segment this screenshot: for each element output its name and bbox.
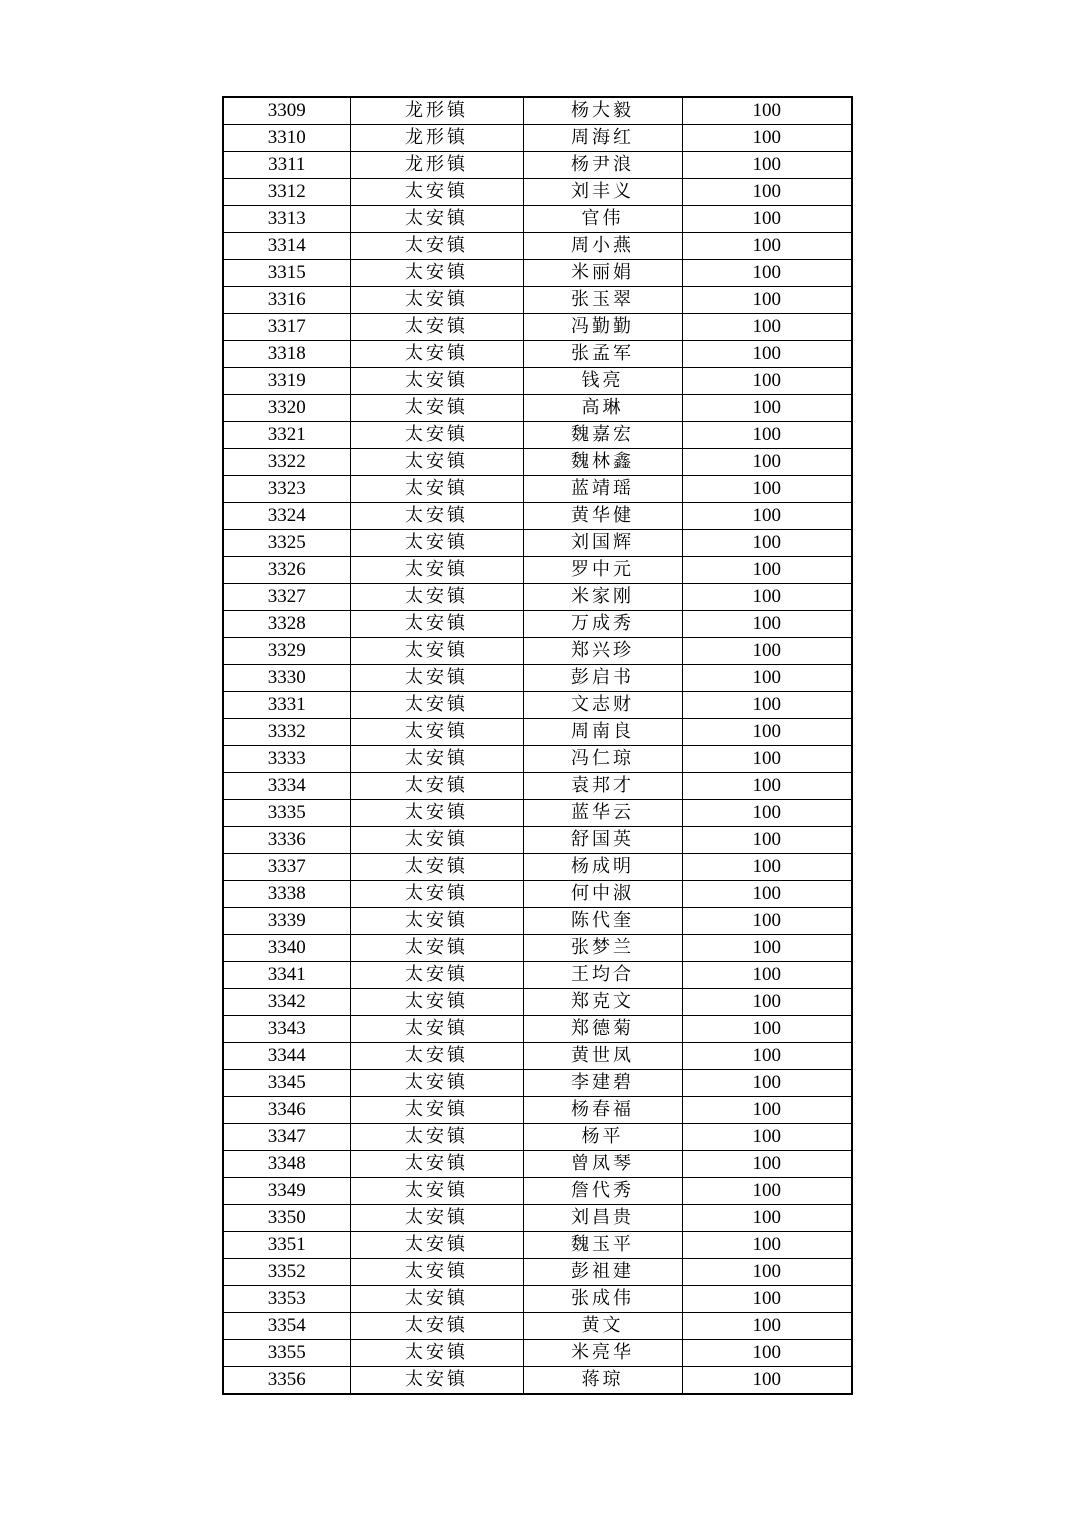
- serial-number-cell: 3355: [223, 1340, 350, 1367]
- table-row: [223, 368, 852, 395]
- person-name-cell: 詹代秀: [523, 1178, 682, 1205]
- person-name-cell: 罗中元: [523, 557, 682, 584]
- person-name-cell: 杨平: [523, 1124, 682, 1151]
- table-row: [223, 422, 852, 449]
- table-row: [223, 233, 852, 260]
- person-name-cell: 张孟军: [523, 341, 682, 368]
- amount-cell: 100: [682, 1232, 852, 1259]
- serial-number-cell: 3309: [223, 97, 350, 125]
- serial-number-cell: 3313: [223, 206, 350, 233]
- amount-cell: 100: [682, 179, 852, 206]
- town-cell: 太安镇: [350, 1340, 523, 1367]
- serial-number-cell: 3323: [223, 476, 350, 503]
- serial-number-cell: 3318: [223, 341, 350, 368]
- person-name-cell: 何中淑: [523, 881, 682, 908]
- person-name-cell: 周南良: [523, 719, 682, 746]
- town-cell: 太安镇: [350, 611, 523, 638]
- amount-cell: 100: [682, 1340, 852, 1367]
- town-cell: 太安镇: [350, 530, 523, 557]
- amount-cell: 100: [682, 746, 852, 773]
- town-cell: 太安镇: [350, 584, 523, 611]
- table-row: [223, 125, 852, 152]
- amount-cell: 100: [682, 989, 852, 1016]
- table-row: [223, 1259, 852, 1286]
- serial-number-cell: 3331: [223, 692, 350, 719]
- person-name-cell: 冯勤勤: [523, 314, 682, 341]
- serial-number-cell: 3310: [223, 125, 350, 152]
- town-cell: 太安镇: [350, 1070, 523, 1097]
- table-row: [223, 773, 852, 800]
- amount-cell: 100: [682, 557, 852, 584]
- person-name-cell: 米亮华: [523, 1340, 682, 1367]
- serial-number-cell: 3328: [223, 611, 350, 638]
- town-cell: 太安镇: [350, 935, 523, 962]
- table-row: [223, 719, 852, 746]
- town-cell: 太安镇: [350, 395, 523, 422]
- town-cell: 太安镇: [350, 1043, 523, 1070]
- table-row: [223, 854, 852, 881]
- table-row: [223, 746, 852, 773]
- person-name-cell: 杨大毅: [523, 97, 682, 125]
- town-cell: 太安镇: [350, 287, 523, 314]
- town-cell: 太安镇: [350, 1232, 523, 1259]
- person-name-cell: 蓝华云: [523, 800, 682, 827]
- table-row: [223, 881, 852, 908]
- town-cell: 太安镇: [350, 665, 523, 692]
- amount-cell: 100: [682, 1367, 852, 1395]
- person-name-cell: 舒国英: [523, 827, 682, 854]
- amount-cell: 100: [682, 125, 852, 152]
- town-cell: 太安镇: [350, 746, 523, 773]
- person-name-cell: 杨春福: [523, 1097, 682, 1124]
- table-row: [223, 1367, 852, 1395]
- serial-number-cell: 3330: [223, 665, 350, 692]
- table-row: [223, 260, 852, 287]
- amount-cell: 100: [682, 233, 852, 260]
- person-name-cell: 张成伟: [523, 1286, 682, 1313]
- amount-cell: 100: [682, 368, 852, 395]
- person-name-cell: 郑德菊: [523, 1016, 682, 1043]
- table-row: [223, 1124, 852, 1151]
- table-row: [223, 152, 852, 179]
- serial-number-cell: 3325: [223, 530, 350, 557]
- person-name-cell: 米丽娟: [523, 260, 682, 287]
- person-name-cell: 高琳: [523, 395, 682, 422]
- serial-number-cell: 3326: [223, 557, 350, 584]
- table-row: [223, 395, 852, 422]
- person-name-cell: 郑克文: [523, 989, 682, 1016]
- amount-cell: 100: [682, 449, 852, 476]
- serial-number-cell: 3337: [223, 854, 350, 881]
- town-cell: 太安镇: [350, 260, 523, 287]
- town-cell: 太安镇: [350, 557, 523, 584]
- town-cell: 太安镇: [350, 908, 523, 935]
- table-row: [223, 503, 852, 530]
- person-name-cell: 张玉翠: [523, 287, 682, 314]
- serial-number-cell: 3314: [223, 233, 350, 260]
- amount-cell: 100: [682, 692, 852, 719]
- amount-cell: 100: [682, 97, 852, 125]
- town-cell: 太安镇: [350, 233, 523, 260]
- town-cell: 太安镇: [350, 503, 523, 530]
- serial-number-cell: 3333: [223, 746, 350, 773]
- table-row: [223, 665, 852, 692]
- table-row: [223, 800, 852, 827]
- table-row: [223, 962, 852, 989]
- person-name-cell: 魏玉平: [523, 1232, 682, 1259]
- amount-cell: 100: [682, 395, 852, 422]
- person-name-cell: 蒋琼: [523, 1367, 682, 1395]
- town-cell: 太安镇: [350, 719, 523, 746]
- town-cell: 太安镇: [350, 476, 523, 503]
- person-name-cell: 刘昌贵: [523, 1205, 682, 1232]
- amount-cell: 100: [682, 287, 852, 314]
- serial-number-cell: 3340: [223, 935, 350, 962]
- town-cell: 太安镇: [350, 827, 523, 854]
- town-cell: 太安镇: [350, 314, 523, 341]
- person-name-cell: 黄世凤: [523, 1043, 682, 1070]
- table-row: [223, 1286, 852, 1313]
- table-row: [223, 1151, 852, 1178]
- roster-table-body: [223, 97, 852, 1394]
- amount-cell: 100: [682, 719, 852, 746]
- serial-number-cell: 3349: [223, 1178, 350, 1205]
- table-row: [223, 476, 852, 503]
- person-name-cell: 官伟: [523, 206, 682, 233]
- town-cell: 太安镇: [350, 341, 523, 368]
- table-row: [223, 1016, 852, 1043]
- amount-cell: 100: [682, 1016, 852, 1043]
- serial-number-cell: 3335: [223, 800, 350, 827]
- town-cell: 太安镇: [350, 1016, 523, 1043]
- serial-number-cell: 3348: [223, 1151, 350, 1178]
- town-cell: 太安镇: [350, 1178, 523, 1205]
- town-cell: 太安镇: [350, 1205, 523, 1232]
- town-cell: 太安镇: [350, 962, 523, 989]
- person-name-cell: 魏林鑫: [523, 449, 682, 476]
- table-row: [223, 638, 852, 665]
- person-name-cell: 魏嘉宏: [523, 422, 682, 449]
- town-cell: 太安镇: [350, 854, 523, 881]
- person-name-cell: 冯仁琼: [523, 746, 682, 773]
- amount-cell: 100: [682, 1205, 852, 1232]
- amount-cell: 100: [682, 503, 852, 530]
- town-cell: 太安镇: [350, 1097, 523, 1124]
- roster-table: [222, 96, 853, 1395]
- town-cell: 龙形镇: [350, 152, 523, 179]
- amount-cell: 100: [682, 314, 852, 341]
- serial-number-cell: 3322: [223, 449, 350, 476]
- serial-number-cell: 3339: [223, 908, 350, 935]
- person-name-cell: 张梦兰: [523, 935, 682, 962]
- table-row: [223, 449, 852, 476]
- table-row: [223, 557, 852, 584]
- serial-number-cell: 3356: [223, 1367, 350, 1395]
- person-name-cell: 黄文: [523, 1313, 682, 1340]
- amount-cell: 100: [682, 1259, 852, 1286]
- amount-cell: 100: [682, 665, 852, 692]
- amount-cell: 100: [682, 1313, 852, 1340]
- amount-cell: 100: [682, 1124, 852, 1151]
- serial-number-cell: 3324: [223, 503, 350, 530]
- serial-number-cell: 3319: [223, 368, 350, 395]
- amount-cell: 100: [682, 260, 852, 287]
- town-cell: 龙形镇: [350, 97, 523, 125]
- town-cell: 太安镇: [350, 368, 523, 395]
- table-row: [223, 1097, 852, 1124]
- person-name-cell: 钱亮: [523, 368, 682, 395]
- person-name-cell: 郑兴珍: [523, 638, 682, 665]
- amount-cell: 100: [682, 476, 852, 503]
- amount-cell: 100: [682, 827, 852, 854]
- amount-cell: 100: [682, 1097, 852, 1124]
- town-cell: 太安镇: [350, 1367, 523, 1395]
- table-row: [223, 584, 852, 611]
- serial-number-cell: 3311: [223, 152, 350, 179]
- serial-number-cell: 3342: [223, 989, 350, 1016]
- town-cell: 太安镇: [350, 179, 523, 206]
- amount-cell: 100: [682, 935, 852, 962]
- table-row: [223, 989, 852, 1016]
- table-row: [223, 1178, 852, 1205]
- town-cell: 太安镇: [350, 1151, 523, 1178]
- table-row: [223, 1205, 852, 1232]
- amount-cell: 100: [682, 908, 852, 935]
- table-row: [223, 692, 852, 719]
- person-name-cell: 彭启书: [523, 665, 682, 692]
- serial-number-cell: 3347: [223, 1124, 350, 1151]
- town-cell: 太安镇: [350, 1124, 523, 1151]
- table-row: [223, 1340, 852, 1367]
- person-name-cell: 刘国辉: [523, 530, 682, 557]
- town-cell: 太安镇: [350, 989, 523, 1016]
- serial-number-cell: 3321: [223, 422, 350, 449]
- amount-cell: 100: [682, 962, 852, 989]
- amount-cell: 100: [682, 206, 852, 233]
- amount-cell: 100: [682, 341, 852, 368]
- town-cell: 太安镇: [350, 638, 523, 665]
- amount-cell: 100: [682, 1151, 852, 1178]
- person-name-cell: 陈代奎: [523, 908, 682, 935]
- amount-cell: 100: [682, 881, 852, 908]
- serial-number-cell: 3341: [223, 962, 350, 989]
- serial-number-cell: 3320: [223, 395, 350, 422]
- town-cell: 太安镇: [350, 692, 523, 719]
- table-row: [223, 1232, 852, 1259]
- serial-number-cell: 3332: [223, 719, 350, 746]
- person-name-cell: 周小燕: [523, 233, 682, 260]
- person-name-cell: 刘丰义: [523, 179, 682, 206]
- amount-cell: 100: [682, 152, 852, 179]
- town-cell: 太安镇: [350, 773, 523, 800]
- serial-number-cell: 3334: [223, 773, 350, 800]
- serial-number-cell: 3352: [223, 1259, 350, 1286]
- serial-number-cell: 3343: [223, 1016, 350, 1043]
- person-name-cell: 蓝靖瑶: [523, 476, 682, 503]
- person-name-cell: 万成秀: [523, 611, 682, 638]
- serial-number-cell: 3338: [223, 881, 350, 908]
- person-name-cell: 黄华健: [523, 503, 682, 530]
- table-row: [223, 530, 852, 557]
- town-cell: 太安镇: [350, 800, 523, 827]
- town-cell: 太安镇: [350, 1313, 523, 1340]
- person-name-cell: 彭祖建: [523, 1259, 682, 1286]
- table-row: [223, 206, 852, 233]
- town-cell: 太安镇: [350, 449, 523, 476]
- serial-number-cell: 3345: [223, 1070, 350, 1097]
- person-name-cell: 杨尹浪: [523, 152, 682, 179]
- table-row: [223, 314, 852, 341]
- table-row: [223, 1070, 852, 1097]
- table-row: [223, 1313, 852, 1340]
- serial-number-cell: 3354: [223, 1313, 350, 1340]
- table-row: [223, 1043, 852, 1070]
- table-row: [223, 287, 852, 314]
- table-row: [223, 611, 852, 638]
- amount-cell: 100: [682, 422, 852, 449]
- serial-number-cell: 3350: [223, 1205, 350, 1232]
- serial-number-cell: 3336: [223, 827, 350, 854]
- town-cell: 太安镇: [350, 206, 523, 233]
- person-name-cell: 文志财: [523, 692, 682, 719]
- serial-number-cell: 3315: [223, 260, 350, 287]
- serial-number-cell: 3327: [223, 584, 350, 611]
- serial-number-cell: 3329: [223, 638, 350, 665]
- amount-cell: 100: [682, 584, 852, 611]
- table-row: [223, 179, 852, 206]
- serial-number-cell: 3346: [223, 1097, 350, 1124]
- table-row: [223, 935, 852, 962]
- serial-number-cell: 3317: [223, 314, 350, 341]
- person-name-cell: 李建碧: [523, 1070, 682, 1097]
- table-row: [223, 908, 852, 935]
- table-row: [223, 97, 852, 125]
- amount-cell: 100: [682, 1070, 852, 1097]
- table-row: [223, 827, 852, 854]
- amount-cell: 100: [682, 1178, 852, 1205]
- amount-cell: 100: [682, 800, 852, 827]
- serial-number-cell: 3312: [223, 179, 350, 206]
- serial-number-cell: 3344: [223, 1043, 350, 1070]
- person-name-cell: 米家刚: [523, 584, 682, 611]
- person-name-cell: 袁邦才: [523, 773, 682, 800]
- amount-cell: 100: [682, 1286, 852, 1313]
- town-cell: 太安镇: [350, 1286, 523, 1313]
- person-name-cell: 杨成明: [523, 854, 682, 881]
- serial-number-cell: 3353: [223, 1286, 350, 1313]
- town-cell: 龙形镇: [350, 125, 523, 152]
- person-name-cell: 王均合: [523, 962, 682, 989]
- serial-number-cell: 3316: [223, 287, 350, 314]
- amount-cell: 100: [682, 530, 852, 557]
- amount-cell: 100: [682, 1043, 852, 1070]
- person-name-cell: 周海红: [523, 125, 682, 152]
- amount-cell: 100: [682, 611, 852, 638]
- town-cell: 太安镇: [350, 1259, 523, 1286]
- serial-number-cell: 3351: [223, 1232, 350, 1259]
- person-name-cell: 曾凤琴: [523, 1151, 682, 1178]
- town-cell: 太安镇: [350, 422, 523, 449]
- amount-cell: 100: [682, 638, 852, 665]
- amount-cell: 100: [682, 854, 852, 881]
- table-row: [223, 341, 852, 368]
- town-cell: 太安镇: [350, 881, 523, 908]
- amount-cell: 100: [682, 773, 852, 800]
